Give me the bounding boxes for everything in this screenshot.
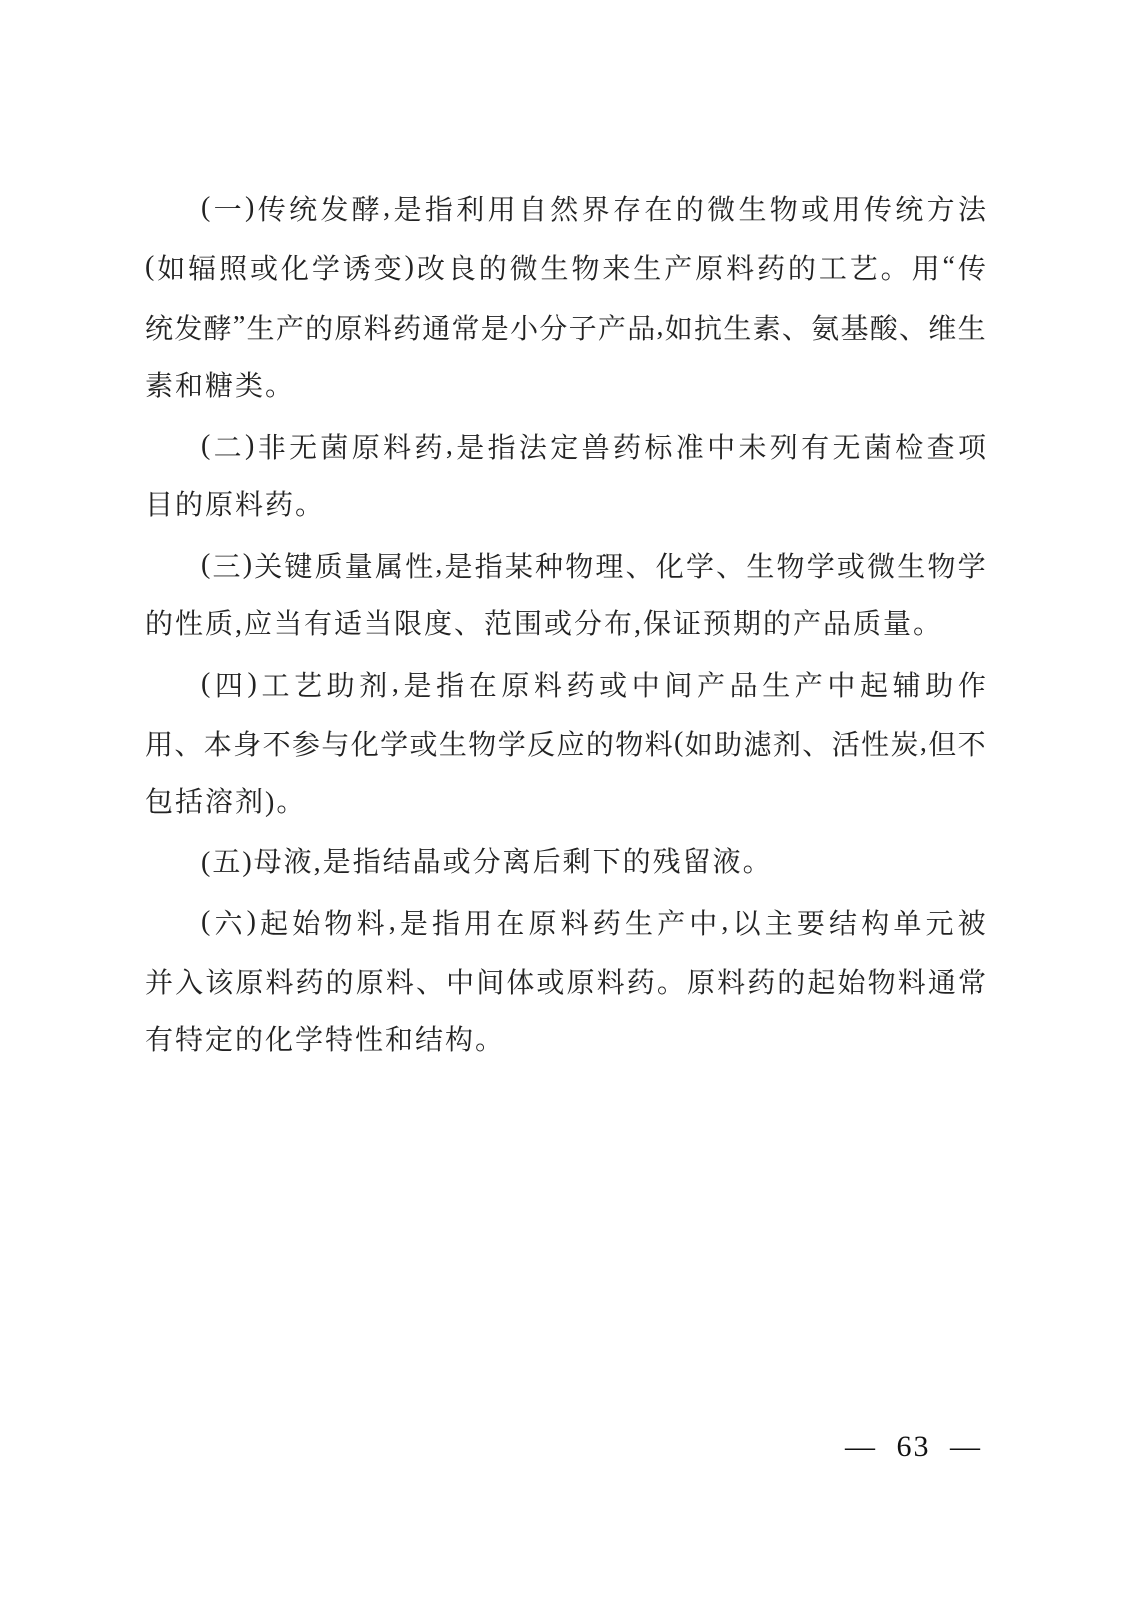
- text-line: ( 一 ) 传 统 发 酵 , 是 指 利 用 自 然 界 存 在 的 微 生 物 或 用 传 统 方 法: [201, 191, 986, 226]
- text-line: 并 入 该 原 料 药 的 原 料 、 中 间 体 或 原 料 药 。 原 料 药 的 起 始 物 料 通 常: [145, 968, 986, 1000]
- text-line: ( 如 辐 照 或 化 学 诱 变 ) 改 良 的 微 生 物 来 生 产 原 料 药 的 工 艺 。 用 “ 传: [145, 251, 986, 286]
- text-line: (五)母液,是指结晶或分离后剩下的残留液。: [201, 846, 773, 878]
- text-line: 用 、 本 身 不 参 与 化 学 或 生 物 学 反 应 的 物 料 ( 如 助 滤 剂 、 活 性 炭 , 但 不: [145, 727, 986, 762]
- text-line: 素和糖类。: [145, 370, 296, 402]
- text-line: 有特定的化学特性和结构。: [145, 1025, 506, 1056]
- text-line: 目的原料药。: [145, 489, 326, 521]
- text-line: ( 四 ) 工 艺 助 剂 , 是 指 在 原 料 药 或 中 间 产 品 生 产 中 起 辅 助 作: [201, 667, 986, 702]
- text-line: ( 六 ) 起 始 物 料 , 是 指 用 在 原 料 药 生 产 中 , 以 主 要 结 构 单 元 被: [201, 905, 986, 940]
- text-line: 包括溶剂)。: [145, 787, 307, 818]
- text-block: [145, 178, 986, 1071]
- text-line: ( 二 ) 非 无 菌 原 料 药 , 是 指 法 定 兽 药 标 准 中 未 列 有 无 菌 检 查 项: [201, 429, 986, 464]
- page-number: — 63 —: [845, 1430, 982, 1463]
- text-line: 的性质,应当有适当限度、范围或分布,保证预期的产品质量。: [145, 608, 944, 640]
- text-line: 统 发 酵 ” 生 产 的 原 料 药 通 常 是 小 分 子 产 品 , 如 抗 生 素 、 氨 基 酸 、 维 生: [145, 310, 986, 345]
- text-line: ( 三 ) 关 键 质 量 属 性 , 是 指 某 种 物 理 、 化 学 、 生 物 学 或 微 生 物 学: [201, 548, 986, 583]
